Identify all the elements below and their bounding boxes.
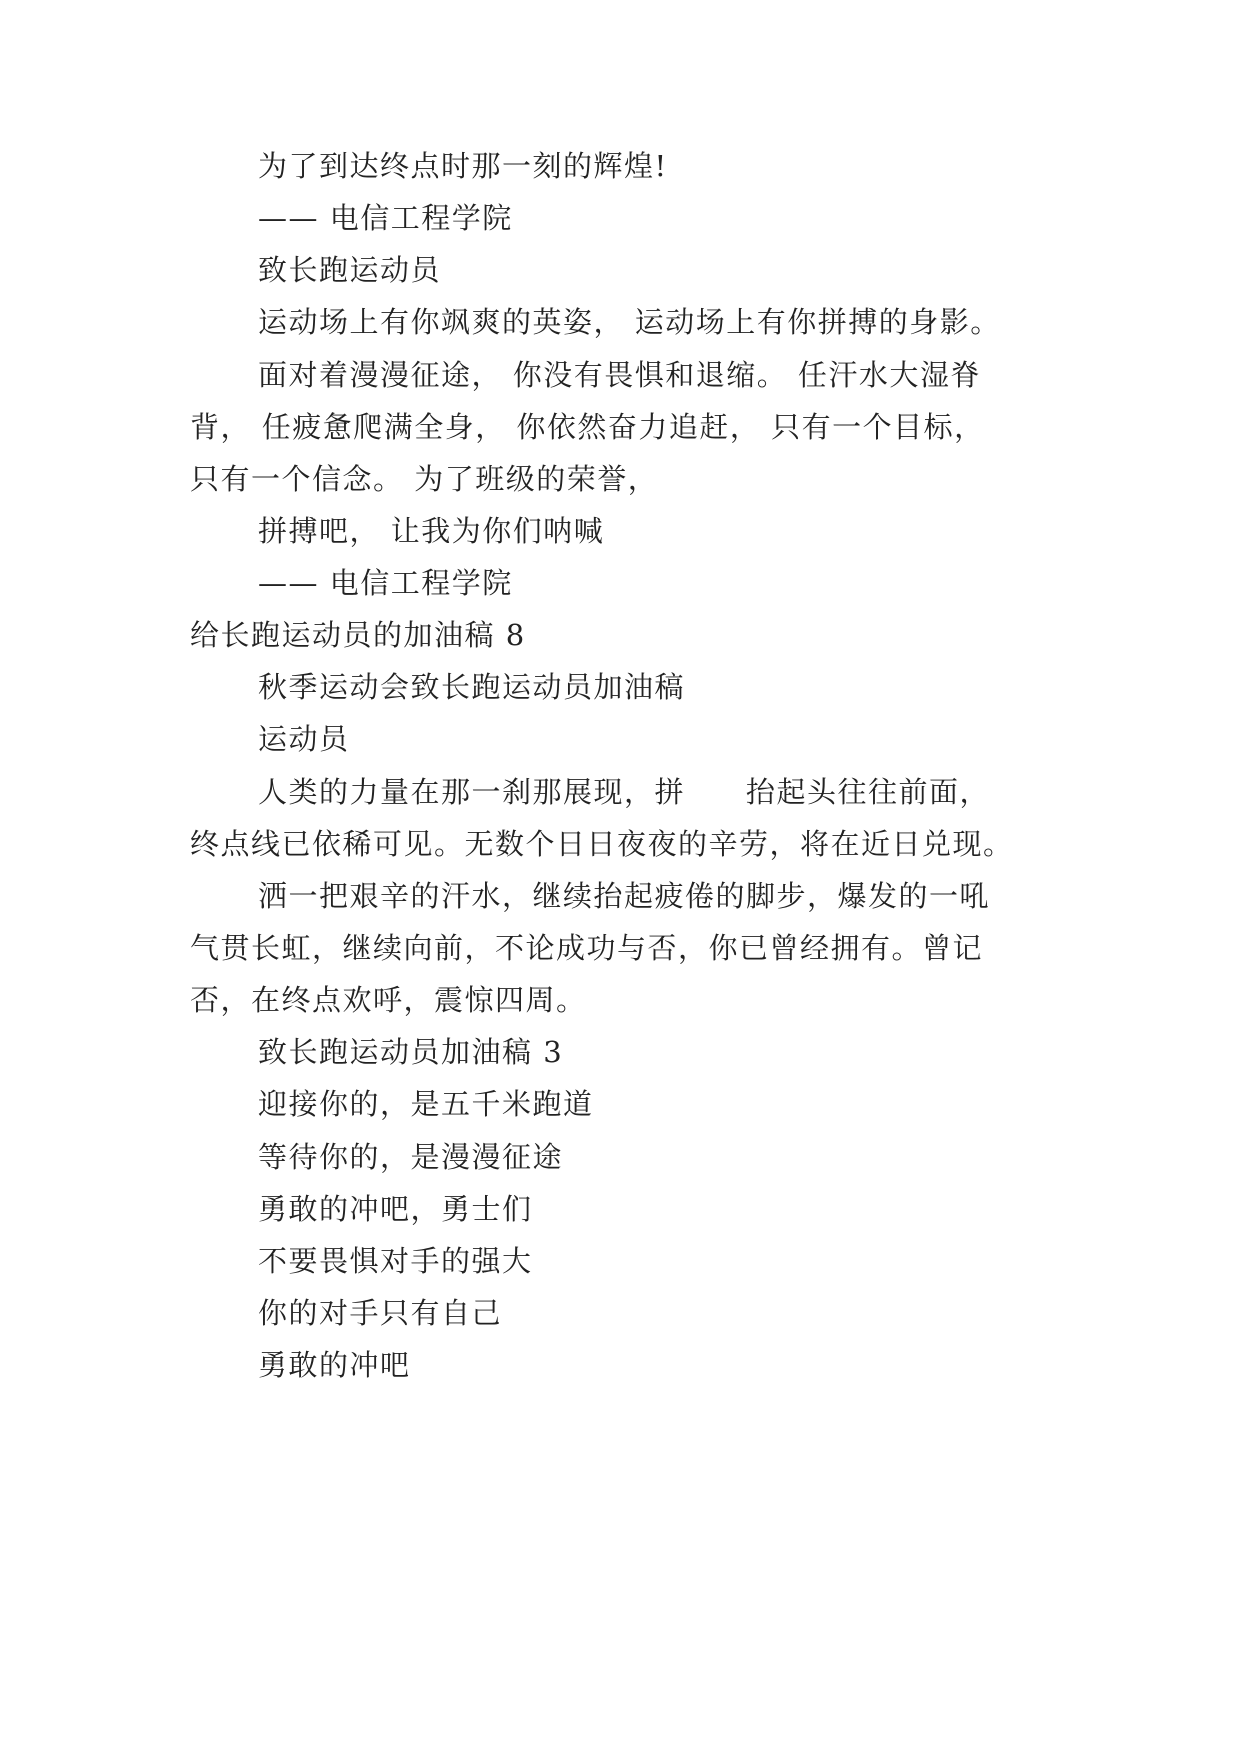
text-line: 运动员 — [258, 722, 350, 756]
text-line: 拼搏吧， 让我为你们呐喊 — [258, 514, 605, 548]
text-line: 不要畏惧对手的强大 — [258, 1244, 533, 1278]
author-line: —— 电信工程学院 — [258, 566, 513, 600]
section-heading: 给长跑运动员的加油稿 8 — [190, 618, 526, 652]
author-line: —— 电信工程学院 — [258, 201, 513, 235]
text-line: 你的对手只有自己 — [258, 1296, 503, 1330]
text-line: 只有一个信念。 为了班级的荣誉， — [190, 462, 659, 496]
section-heading: 致长跑运动员 — [258, 253, 442, 287]
text-line: 迎接你的，是五千米跑道 — [258, 1087, 594, 1121]
text-line: 面对着漫漫征途， 你没有畏惧和退缩。 任汗水大湿脊 — [258, 358, 981, 392]
text-line: 终点线已依稀可见。无数个日日夜夜的辛劳，将在近日兑现。 — [190, 827, 1014, 861]
text-line: 勇敢的冲吧，勇士们 — [258, 1192, 533, 1226]
text-line: 洒一把艰辛的汗水，继续抬起疲倦的脚步，爆发的一吼 — [258, 879, 991, 913]
section-heading: 致长跑运动员加油稿 3 — [258, 1035, 564, 1069]
text-line: 否，在终点欢呼，震惊四周。 — [190, 983, 587, 1017]
text-line: 等待你的，是漫漫征途 — [258, 1140, 564, 1174]
section-heading: 秋季运动会致长跑运动员加油稿 — [258, 670, 686, 704]
text-line: 为了到达终点时那一刻的辉煌! — [258, 149, 668, 183]
text-line: 勇敢的冲吧 — [258, 1348, 411, 1382]
text-line: 运动场上有你飒爽的英姿， 运动场上有你拼搏的身影。 — [258, 305, 1001, 339]
text-line: 气贯长虹，继续向前，不论成功与否，你已曾经拥有。曾记 — [190, 931, 984, 965]
text-line: 背， 任疲惫爬满全身， 你依然奋力追赶， 只有一个目标， — [190, 410, 985, 444]
text-line: 人类的力量在那一刹那展现，拼 抬起头往往前面， — [258, 775, 991, 809]
